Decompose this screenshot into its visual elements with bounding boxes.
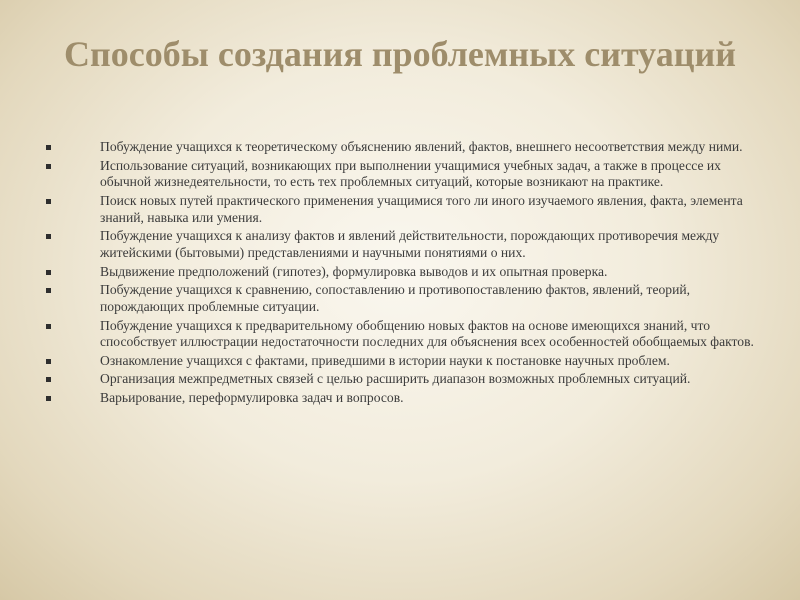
- bullet-item: [40, 139, 760, 156]
- square-bullet-icon: [46, 234, 51, 239]
- bullet-text: Ознакомление учащихся с фактами, приведшими в истории науки к постановке научных проблем.: [100, 352, 670, 368]
- bullet-item: [40, 193, 760, 226]
- square-bullet-icon: [46, 270, 51, 275]
- slide-content: [40, 139, 760, 409]
- square-bullet-icon: [46, 288, 51, 293]
- square-bullet-icon: [46, 324, 51, 329]
- bullet-text: Поиск новых путей практического применения учащимися того ли иного изучаемого явления, факта, элемента знаний, навыка или умения.: [100, 192, 743, 225]
- bullet-item: [40, 353, 760, 370]
- bullet-item: [40, 371, 760, 388]
- bullet-item: [40, 282, 760, 315]
- bullet-text: Организация межпредметных связей с целью расширить диапазон возможных проблемных ситуаций.: [100, 371, 691, 387]
- bullet-list: [40, 139, 760, 407]
- square-bullet-icon: [46, 145, 51, 150]
- bullet-text: Выдвижение предположений (гипотез), формулировка выводов и их опытная проверка.: [100, 263, 608, 279]
- square-bullet-icon: [46, 396, 51, 401]
- bullet-text: Использование ситуаций, возникающих при выполнении учащимися учебных задач, а также в процессе их обычной жизнедеятельности, то есть тех проблемных ситуаций, которые возникают на практике.: [100, 157, 721, 190]
- square-bullet-icon: [46, 199, 51, 204]
- bullet-item: [40, 318, 760, 351]
- bullet-text: Побуждение учащихся к предварительному обобщению новых фактов на основе имеющихся знаний, что способствует иллюстрации недостаточности последних для объяснения всех особенностей обобщаемых фактов.: [100, 317, 754, 350]
- slide-title: Способы создания проблемных ситуаций: [64, 34, 736, 74]
- square-bullet-icon: [46, 359, 51, 364]
- bullet-text: Побуждение учащихся к анализу фактов и явлений действительности, порождающих противоречия между житейскими (бытовыми) представлениями и научными понятиями о них.: [100, 228, 720, 260]
- bullet-text: Варьирование, переформулировка задач и вопросов.: [100, 390, 404, 406]
- bullet-text: Побуждение учащихся к теоретическому объяснению явлений, фактов, внешнего несоответствия между ними.: [100, 139, 743, 154]
- bullet-item: [40, 390, 760, 407]
- bullet-item: [40, 228, 760, 261]
- square-bullet-icon: [46, 164, 51, 169]
- bullet-item: [40, 158, 760, 191]
- square-bullet-icon: [46, 377, 51, 382]
- bullet-item: [40, 264, 760, 281]
- bullet-text: Побуждение учащихся к сравнению, сопоставлению и противопоставлению фактов, явлений, теорий, порождающих проблемные ситуации.: [100, 282, 691, 314]
